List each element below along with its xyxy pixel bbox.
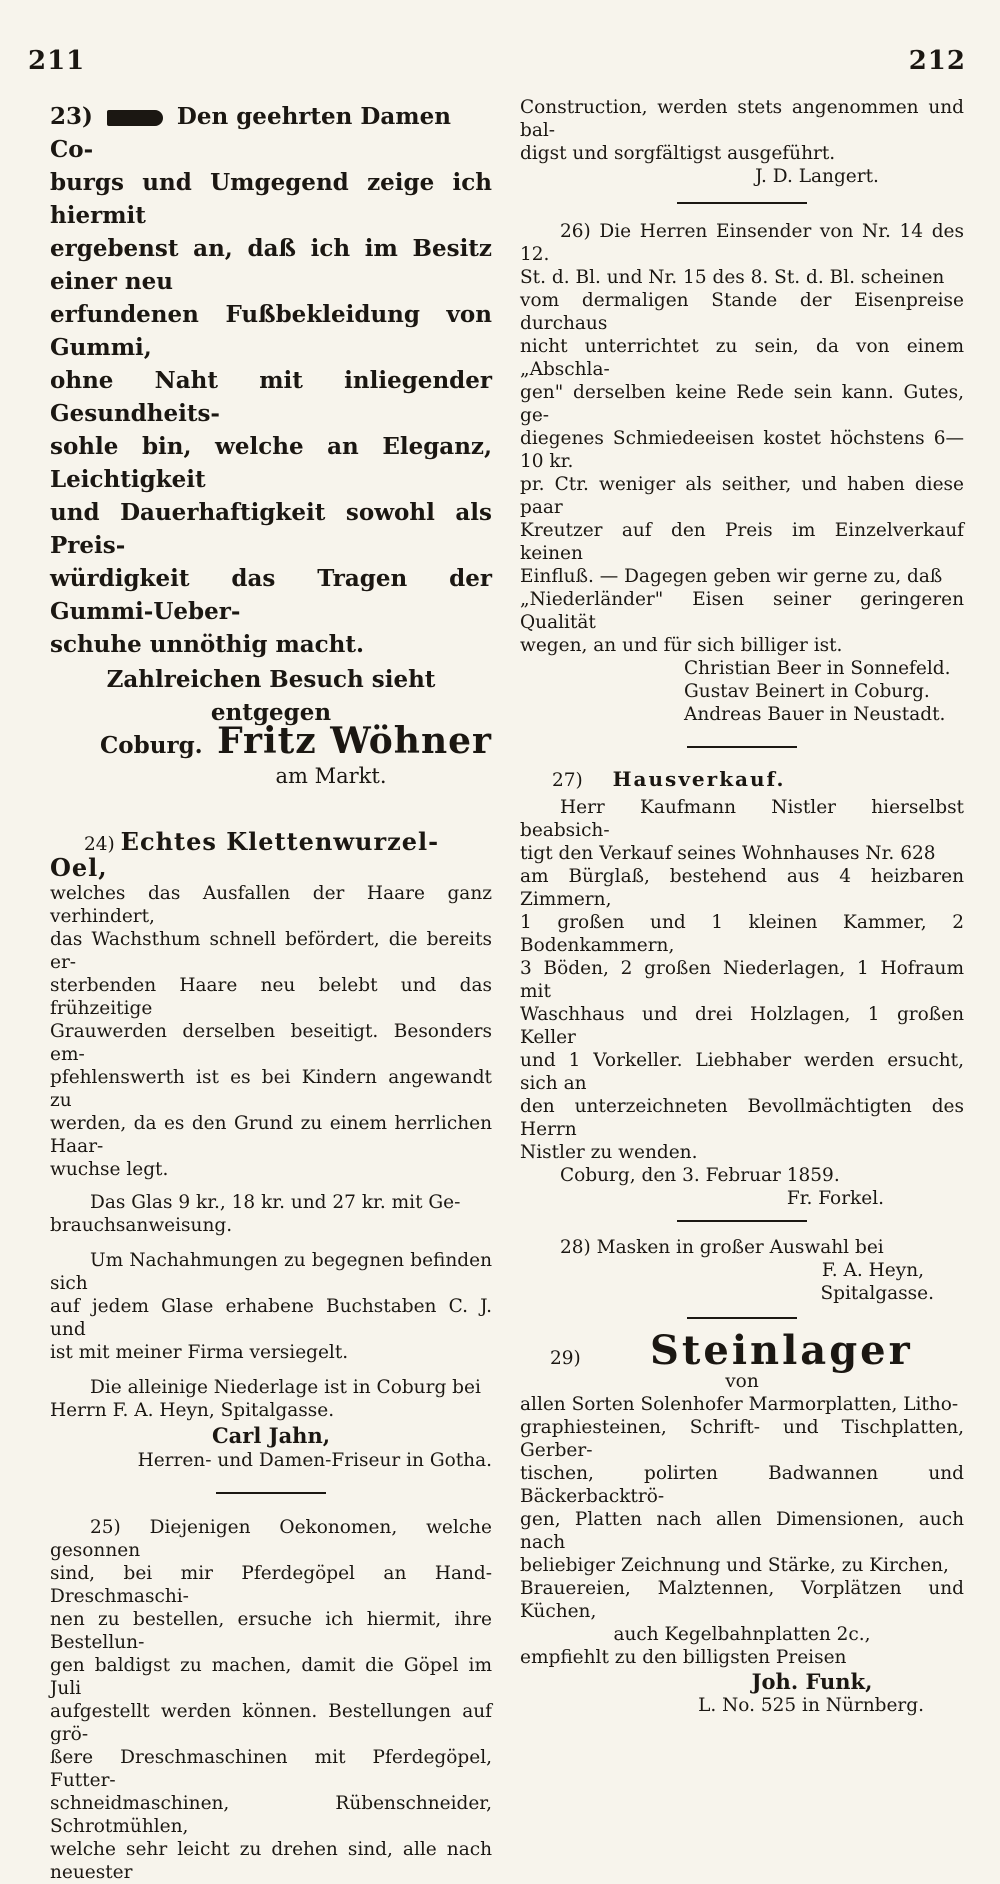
ad-24: [50, 827, 492, 1494]
ad-line: allen Sorten Solenhofer Marmorplatten, Litho-: [520, 1394, 959, 1415]
ad-line: sterbenden Haare neu belebt und das frühzeitige: [50, 975, 492, 1019]
ad-line: erfundenen Fußbekleidung von Gummi,: [50, 301, 492, 361]
advertiser-title: Herren- und Damen-Friseur in Gotha.: [137, 1450, 492, 1471]
advertiser-name: Carl Jahn,: [211, 1423, 331, 1448]
ad-line: gen baldigst zu machen, damit die Göpel im Juli: [50, 1655, 492, 1699]
ad-26: [520, 220, 964, 748]
ad-line: pfehlenswerth ist es bei Kindern angewandt zu: [50, 1067, 492, 1111]
ad-line: Nistler zu wenden.: [520, 1142, 698, 1163]
page-number-right: 212: [908, 46, 966, 76]
ad-line: ergebenst an, daß ich im Besitz einer neu: [50, 235, 492, 295]
ad-28: [520, 1236, 964, 1319]
advertiser-street: Spitalgasse.: [820, 1283, 934, 1304]
ad-23: [50, 100, 492, 790]
ad-line: Herr Kaufmann Nistler hierselbst beabsich-: [520, 797, 964, 841]
ad-line: ßere Dreschmaschinen mit Pferdegöpel, Futter-: [50, 1747, 492, 1791]
divider: [687, 746, 797, 748]
ad-line: wuchse legt.: [50, 1159, 169, 1180]
ad-signature: Andreas Bauer in Neustadt.: [684, 704, 946, 725]
pointing-hand-icon: [107, 110, 163, 126]
ad-line: auch Kegelbahnplatten 2c.,: [613, 1624, 871, 1645]
ad-city: Coburg.: [100, 732, 203, 759]
ad-line: Brauereien, Malztennen, Vorplätzen und Küchen,: [520, 1578, 964, 1622]
ad-line: und Dauerhaftigkeit sowohl als Preis-: [50, 499, 492, 559]
ad-line: sohle bin, welche an Eleganz, Leichtigkeit: [50, 433, 492, 493]
ad-price-cont: brauchsanweisung.: [50, 1215, 233, 1236]
ad-warning: Um Nachahmungen zu begegnen befinden sich: [50, 1250, 492, 1294]
ad-signature: Christian Beer in Sonnefeld.: [684, 658, 951, 679]
ad-number: 24): [84, 834, 115, 855]
ad-recommend: empfiehlt zu den billigsten Preisen: [520, 1647, 847, 1668]
divider: [216, 1492, 326, 1494]
divider: [677, 202, 807, 204]
ad-line: Waschhaus und drei Holzlagen, 1 großen Keller: [520, 1004, 964, 1048]
ad-warning-cont: auf jedem Glase erhabene Buchstaben C. J. und: [50, 1296, 492, 1340]
ad-line: würdigkeit das Tragen der Gummi-Ueber-: [50, 565, 492, 625]
ad-line: graphiesteinen, Schrift- und Tischplatten, Gerber-: [520, 1417, 964, 1461]
ad-date: Coburg, den 3. Februar 1859.: [560, 1165, 840, 1186]
advertiser-name: Joh. Funk,: [751, 1669, 873, 1694]
ad-line: 3 Böden, 2 großen Niederlagen, 1 Hofraum mit: [520, 958, 964, 1002]
ad-line: und 1 Vorkeller. Liebhaber werden ersucht, sich an: [520, 1050, 964, 1094]
ad-line: tigt den Verkauf seines Wohnhauses Nr. 628: [520, 843, 936, 864]
ad-line: ohne Naht mit inliegender Gesundheits-: [50, 367, 492, 427]
ad-27: [520, 768, 964, 1222]
ad-line: 1 großen und 1 kleinen Kammer, 2 Bodenkammern,: [520, 912, 964, 956]
ad-line: nen zu bestellen, ersuche ich hiermit, ihre Bestellun-: [50, 1609, 492, 1653]
page-number-left: 211: [28, 46, 86, 76]
ad-signature: Gustav Beinert in Coburg.: [684, 681, 930, 702]
advertiser-address: L. No. 525 in Nürnberg.: [698, 1695, 924, 1716]
ad-line: burgs und Umgegend zeige ich hiermit: [50, 169, 492, 229]
ad-warning-cont: ist mit meiner Firma versiegelt.: [50, 1342, 349, 1363]
ad-headline: Echtes Klettenwurzel-Oel,: [50, 827, 440, 882]
ad-line: den unterzeichneten Bevollmächtigten des Herrn: [520, 1096, 964, 1140]
ad-line: Einfluß. — Dagegen geben wir gerne zu, daß: [520, 566, 943, 587]
ad-25-continued: [520, 96, 964, 204]
ad-line: Den geehrten Damen Co-: [50, 103, 451, 163]
ad-25: [50, 1516, 492, 1884]
left-column: [50, 100, 492, 1884]
ad-line: tischen, polirten Badwannen und Bäckerbacktrö-: [520, 1463, 964, 1507]
ad-line: Grauwerden derselben beseitigt. Besonders em-: [50, 1021, 492, 1065]
ad-signature: J. D. Langert.: [755, 166, 879, 187]
ad-line: digst und sorgfältigst ausgeführt.: [520, 143, 836, 164]
ad-line: „Niederländer" Eisen seiner geringeren Qualität: [520, 589, 964, 633]
ad-line: gen, Platten nach allen Dimensionen, auch nach: [520, 1509, 964, 1553]
ad-line: welche sehr leicht zu drehen sind, alle nach neuester: [50, 1839, 492, 1883]
ad-line: schuhe unnöthig macht.: [50, 631, 365, 658]
ad-line: sind, bei mir Pferdegöpel an Hand-Dreschmaschi-: [50, 1563, 492, 1607]
ad-line: St. d. Bl. und Nr. 15 des 8. St. d. Bl. scheinen: [520, 267, 945, 288]
ad-line: am Bürglaß, bestehend aus 4 heizbaren Zimmern,: [520, 866, 964, 910]
ad-line: 28) Masken in großer Auswahl bei: [560, 1237, 884, 1258]
ad-number: 27): [552, 770, 583, 791]
ad-line: schneidmaschinen, Rübenschneider, Schrotmühlen,: [50, 1793, 492, 1837]
ad-closing: Zahlreichen Besuch sieht entgegen: [106, 666, 436, 726]
ad-line: Kreutzer auf den Preis im Einzelverkauf keinen: [520, 520, 964, 564]
ad-headline: Steinlager: [650, 1327, 913, 1374]
ad-line: nicht unterrichtet zu sein, da von einem „Abschla-: [520, 336, 964, 380]
ad-signature: Fr. Forkel.: [786, 1188, 884, 1209]
ad-depot: Die alleinige Niederlage ist in Coburg bei: [90, 1377, 481, 1398]
advertiser-name: Fritz Wöhner: [217, 720, 492, 762]
ad-line: das Wachsthum schnell befördert, die bereits er-: [50, 929, 492, 973]
ad-depot-cont: Herrn F. A. Heyn, Spitalgasse.: [50, 1400, 335, 1421]
ad-line: werden, da es den Grund zu einem herrlichen Haar-: [50, 1113, 492, 1157]
signature-list: [520, 657, 964, 726]
ad-line: beliebiger Zeichnung und Stärke, zu Kirchen,: [520, 1555, 949, 1576]
ad-line: 25) Diejenigen Oekonomen, welche gesonnen: [50, 1517, 492, 1561]
right-column: [520, 96, 964, 1717]
ad-line: wegen, an und für sich billiger ist.: [520, 635, 843, 656]
divider: [677, 1220, 807, 1222]
ad-line: gen" derselben keine Rede sein kann. Gutes, ge-: [520, 382, 964, 426]
advertiser-location: am Markt.: [275, 764, 387, 788]
ad-von: von: [725, 1371, 759, 1392]
ad-line: Construction, werden stets angenommen und bal-: [520, 97, 964, 141]
ad-headline: Hausverkauf.: [612, 767, 786, 791]
ad-line: diegenes Schmiedeeisen kostet höchstens 6—10 kr.: [520, 428, 964, 472]
ad-line: aufgestellt werden können. Bestellungen auf grö-: [50, 1701, 492, 1745]
ad-number: 29): [550, 1348, 581, 1369]
ad-price: Das Glas 9 kr., 18 kr. und 27 kr. mit Ge-: [90, 1192, 461, 1213]
ad-number: 23): [50, 103, 93, 130]
ad-line: vom dermaligen Stande der Eisenpreise durchaus: [520, 290, 964, 334]
ad-29: [520, 1327, 964, 1717]
divider: [687, 1317, 797, 1319]
ad-line: welches das Ausfallen der Haare ganz verhindert,: [50, 883, 492, 927]
ad-line: 26) Die Herren Einsender von Nr. 14 des 12.: [520, 221, 964, 265]
advertiser-name: F. A. Heyn,: [821, 1260, 924, 1281]
ad-line: pr. Ctr. weniger als seither, und haben diese paar: [520, 474, 964, 518]
